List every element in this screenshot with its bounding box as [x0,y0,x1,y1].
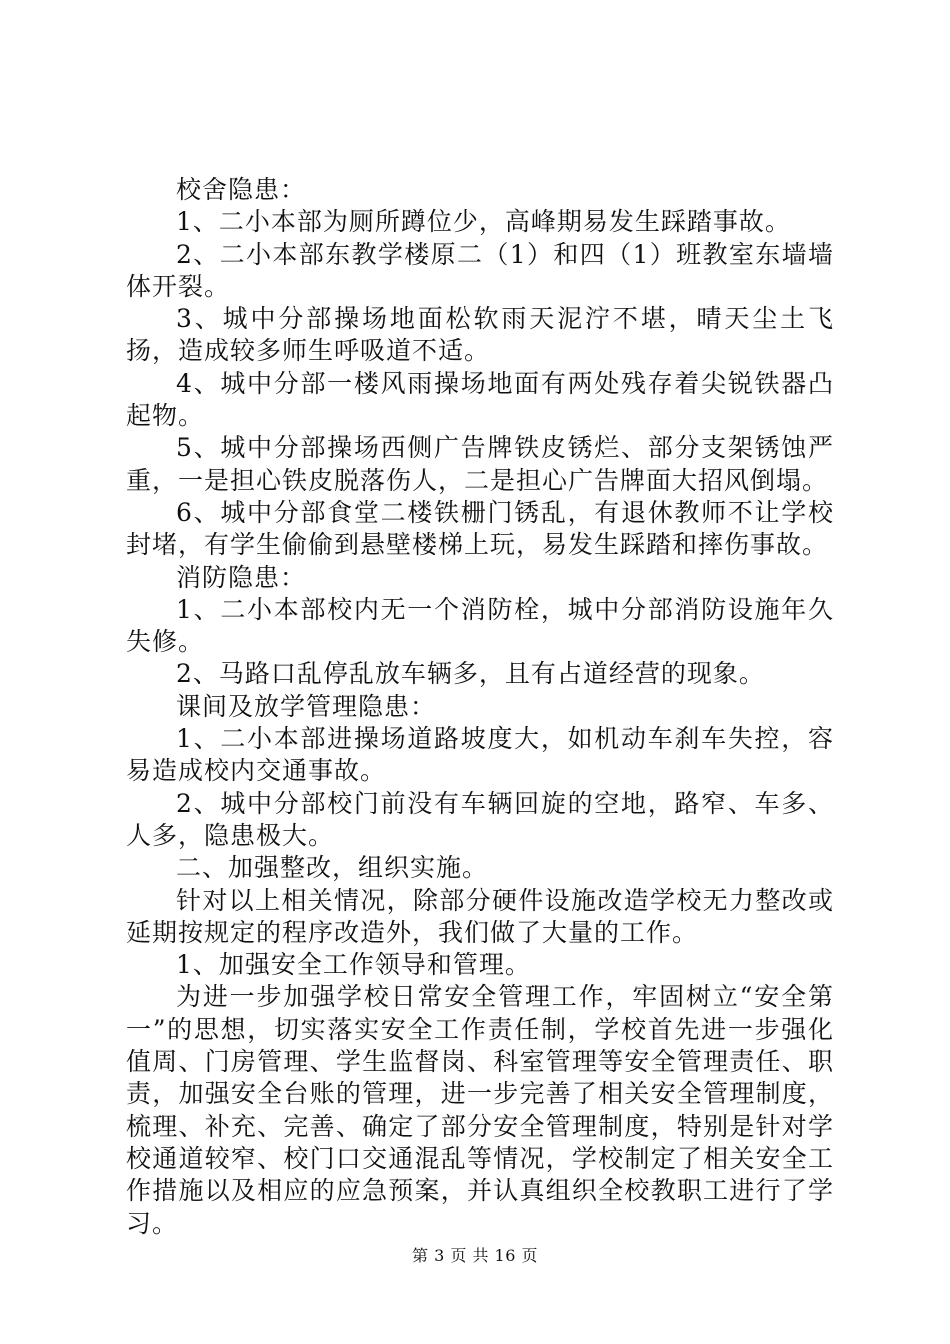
subsection-heading-leadership: 1、加强安全工作领导和管理。 [176,950,531,980]
section-heading-fire-safety: 消防隐患： [176,562,307,592]
paragraph: 4、城中分部一楼风雨操场地面有两处残存着尖锐铁器凸起物。 [126,368,834,431]
paragraph: 1、二小本部进操场道路坡度大，如机动车刹车失控，容易造成校内交通事故。 [126,724,834,786]
paragraph: 2、二小本部东教学楼原二（1）和四（1）班教室东墙墙体开裂。 [126,239,834,301]
paragraph: 5、城中分部操场西侧广告牌铁皮锈烂、部分支架锈蚀严重，一是担心铁皮脱落伤人，二是担心广告牌面大招风倒塌。 [126,433,834,495]
paragraph: 为进一步加强学校日常安全管理工作，牢固树立“安全第一”的思想，切实落实安全工作责任制，学校首先进一步强化值周、门房管理、学生监督岗、科室管理等安全管理责任、职责，加强安全台账的管理，进一步完善了相关安全管理制度，梳理、补充、完善、确定了部分安全管理制度，特别是针对学校通道较窄、校门口交通混乱等情况，学校制定了相关安全工作措施以及相应的应急预案，并认真组织全校教职工进行了学习。 [126,982,834,1238]
section-heading-rectification: 二、加强整改，组织实施。 [176,853,489,883]
page-number-footer: 第 3 页 共 16 页 [412,1246,538,1265]
paragraph: 2、城中分部校门前没有车辆回旋的空地，路窄、车多、人多，隐患极大。 [126,788,834,850]
document-body [126,174,834,1240]
paragraph: 6、城中分部食堂二楼铁栅门锈乱，有退休教师不让学校封堵，有学生偷偷到悬壁楼梯上玩，易发生踩踏和摔伤事故。 [126,497,834,560]
paragraph: 针对以上相关情况，除部分硬件设施改造学校无力整改或延期按规定的程序改造外，我们做了大量的工作。 [126,885,834,947]
paragraph: 2、马路口乱停乱放车辆多，且有占道经营的现象。 [176,659,765,689]
paragraph: 1、二小本部校内无一个消防栓，城中分部消防设施年久失修。 [126,594,834,657]
paragraph: 3、城中分部操场地面松软雨天泥泞不堪，晴天尘土飞扬，造成较多师生呼吸道不适。 [126,304,834,366]
section-heading-school-buildings: 校舍隐患： [176,175,307,204]
section-heading-recess-management: 课间及放学管理隐患： [176,691,437,721]
paragraph: 1、二小本部为厕所蹲位少，高峰期易发生踩踏事故。 [176,207,791,237]
